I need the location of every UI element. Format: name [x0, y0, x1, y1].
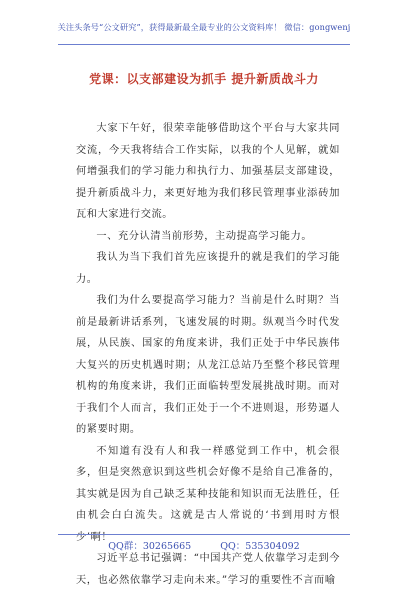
- paragraph-quote: 习近平总书记强调：“中国共产党人依靠学习走到今天，也必然依靠学习走向未来。”学习的重要性不言而喻: [76, 553, 340, 586]
- paragraph-learning-ability: 我认为当下我们首先应该提升的就是我们的学习能力。: [76, 252, 340, 285]
- paragraph-opportunities: 不知道有没有人和我一样感觉到工作中，机会很多，但是突然意识到这些机会好像不是给自己准备的，其实就是因为自己缺乏某种技能和知识而无法胜任，任由机会白白流失。这就是古人常说的‘书到用时方恨少’啊！: [76, 445, 340, 543]
- document-body: [76, 118, 340, 591]
- footer-qq: QQ：535304092: [220, 541, 300, 552]
- paragraph-why-learn: 我们为什么要提高学习能力？当前是什么时期？当前是最新讲话系列，飞速发展的时期。纵观当今时代发展，从民族、国家的角度来讲，我们正处于中华民族伟大复兴的历史机遇时期；从龙江总站乃至整个移民管理机构的角度来讲，我们正面临转型发展挑战时期。而对于我们个人而言，我们正处于一个不进则退，形势逼人的紧要时期。: [76, 295, 340, 435]
- footer-divider: [58, 534, 350, 535]
- header-divider: [58, 44, 350, 45]
- document-title: 党课：以支部建设为抓手 提升新质战斗力: [89, 72, 319, 86]
- paragraph-section-heading: 一、充分认清当前形势，主动提高学习能力。: [96, 230, 313, 242]
- page-header: 关注头条号“公文研究”，获得最新最全最专业的公文资料库！ 微信：gongwenj: [57, 22, 351, 32]
- footer-qq-group: QQ群：30265665: [108, 541, 192, 552]
- page-footer: [0, 538, 408, 552]
- paragraph-intro: 大家下午好，很荣幸能够借助这个平台与大家共同交流，今天我将结合工作实际，以我的个人见解，就如何增强我们的学习能力和执行力、加强基层支部建设，提升新质战斗力，来更好地为我们移民管理事业添砖加瓦和大家进行交流。: [76, 123, 340, 220]
